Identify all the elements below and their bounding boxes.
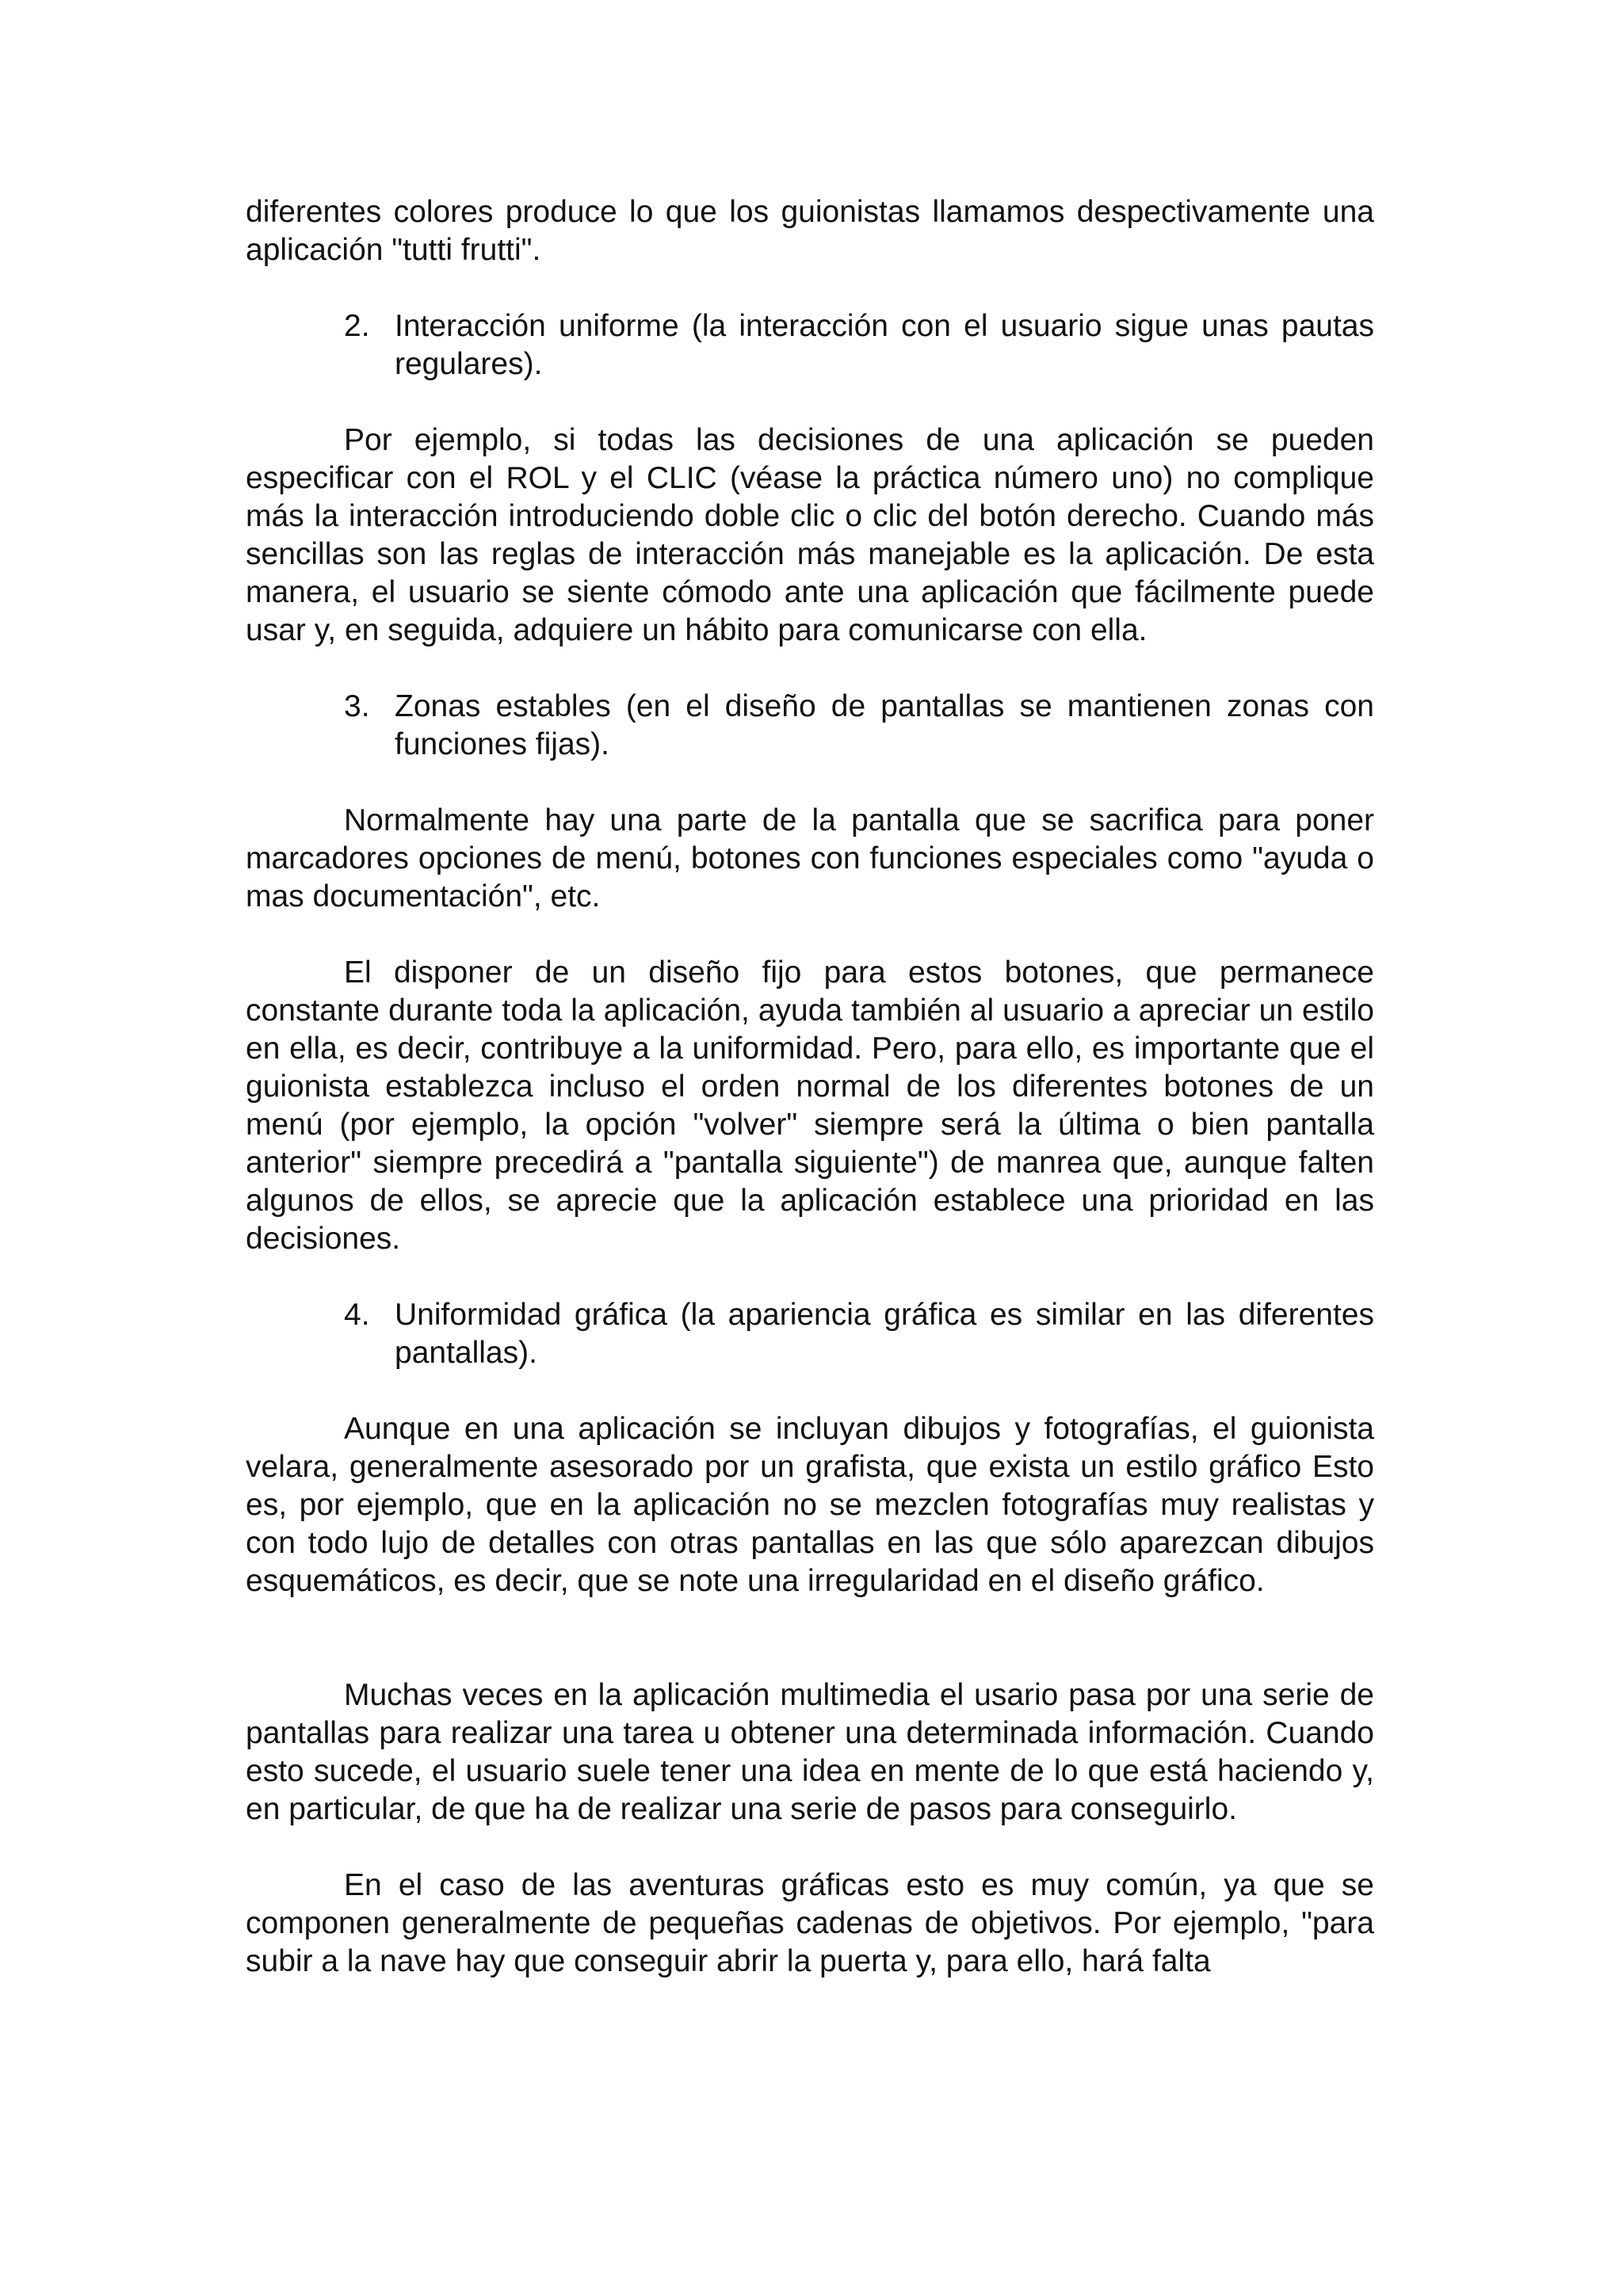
list-item-zonas-estables (246, 688, 1374, 764)
paragraph-estilo-grafico: Aunque en una aplicación se incluyan dibujos y fotografías, el guionista velara, generalmente asesorado por un grafista, que exista un estilo gráfico Esto es, por ejemplo, que en la aplicación no se mezclen fotografías muy realistas y con todo lujo de detalles con otras pantallas en las que sólo aparezcan dibujos esquemáticos, es decir, que se note una irregularidad en el diseño gráfico. (246, 1412, 1374, 1598)
paragraph-serie-pantallas: Muchas veces en la aplicación multimedia el usario pasa por una serie de pantallas para realizar una tarea u obtener una determinada información. Cuando esto sucede, el usuario suele tener una idea en mente de lo que está haciendo y, en particular, de que ha de realizar una serie de pasos para conseguirlo. (246, 1678, 1374, 1826)
list-item-interaccion-uniforme (246, 307, 1374, 383)
paragraph-ejemplo-interaccion: Por ejemplo, si todas las decisiones de una aplicación se pueden especificar con el ROL y el CLIC (véase la práctica número uno) no complique más la interacción introduciendo doble clic o clic del botón derecho. Cuando más sencillas son las reglas de interacción más manejable es la aplicación. De esta manera, el usuario se siente cómodo ante una aplicación que fácilmente puede usar y, en seguida, adquiere un hábito para comunicarse con ella. (246, 423, 1374, 647)
paragraph-continuation: diferentes colores produce lo que los guionistas llamamos despectivamente una aplicación "tutti frutti". (246, 195, 1374, 267)
paragraph-aventuras-graficas: En el caso de las aventuras gráficas esto es muy común, ya que se componen generalmente de pequeñas cadenas de objetivos. Por ejemplo, "para subir a la nave hay que conseguir abrir la puerta y, para ello, hará falta (246, 1868, 1374, 1978)
list-item-uniformidad-grafica (246, 1296, 1374, 1372)
document-page (246, 193, 1374, 1981)
list-item-text: Interacción uniforme (la interacción con el usuario sigue unas pautas regulares). (395, 309, 1374, 381)
list-number: 3. (344, 689, 370, 723)
paragraph-zona-pantalla: Normalmente hay una parte de la pantalla que se sacrifica para poner marcadores opciones de menú, botones con funciones especiales como "ayuda o mas documentación", etc. (246, 803, 1374, 913)
list-item-text: Uniformidad gráfica (la apariencia gráfica es similar en las diferentes pantallas). (395, 1298, 1374, 1370)
list-number: 2. (344, 309, 370, 343)
blank-line (246, 1638, 1374, 1676)
paragraph-diseno-fijo: El disponer de un diseño fijo para estos botones, que permanece constante durante toda la aplicación, ayuda también al usuario a apreciar un estilo en ella, es decir, contribuye a la uniformidad. Pero, para ello, es importante que el guionista establezca incluso el orden normal de los diferentes botones de un menú (por ejemplo, la opción "volver" siempre será la última o bien pantalla anterior" siempre precedirá a "pantalla siguiente") de manrea que, aunque falten algunos de ellos, se aprecie que la aplicación establece una prioridad en las decisiones. (246, 955, 1374, 1256)
list-item-text: Zonas estables (en el diseño de pantallas se mantienen zonas con funciones fijas). (395, 689, 1374, 761)
list-number: 4. (344, 1298, 370, 1332)
